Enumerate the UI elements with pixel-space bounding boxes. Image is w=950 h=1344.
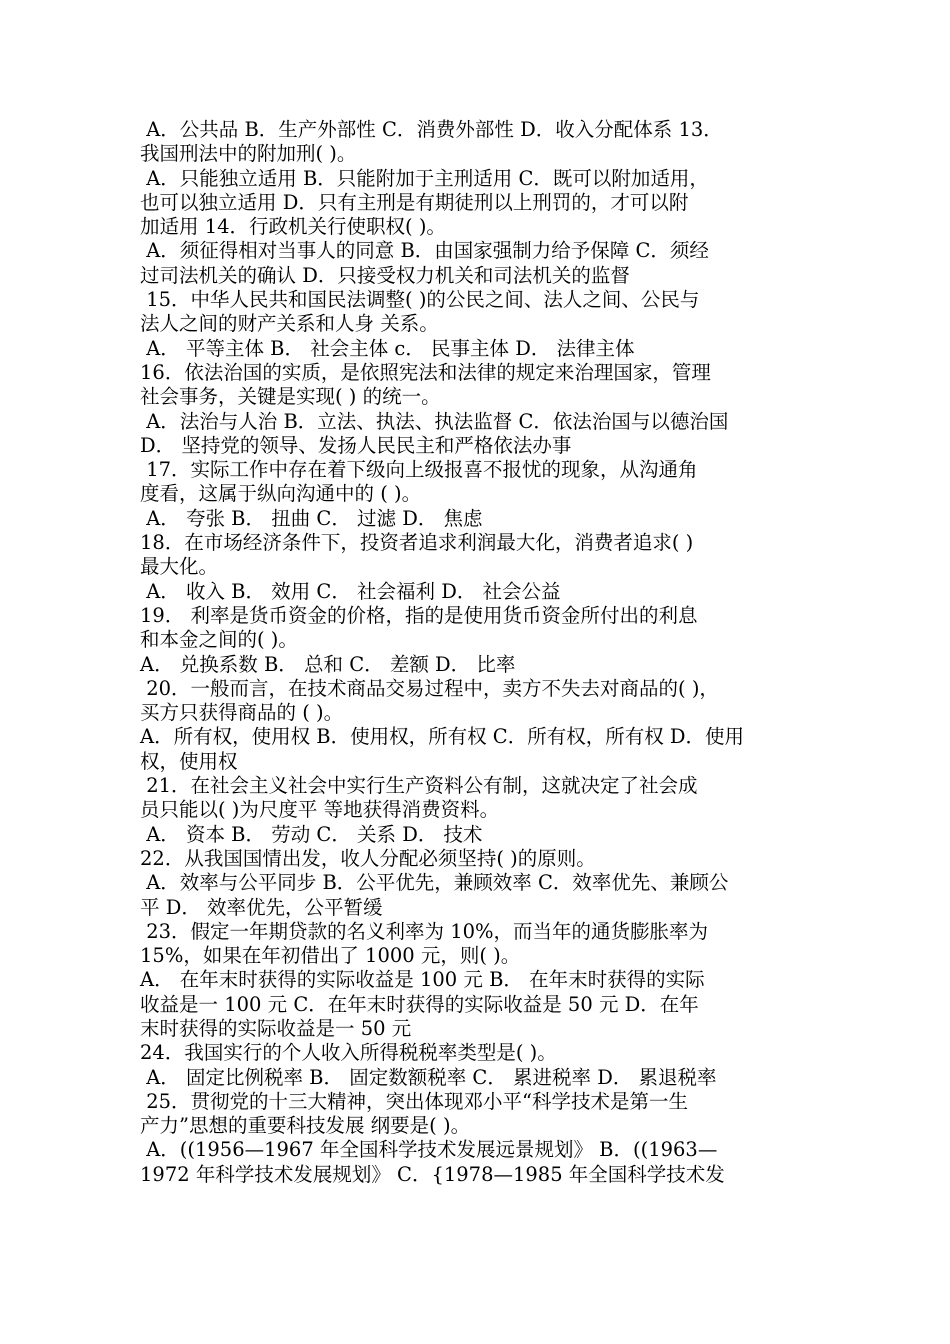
document-body — [140, 118, 820, 1187]
text-line: A． 固定比例税率 B． 固定数额税率 C． 累进税率 D． 累退税率 — [140, 1065, 717, 1089]
text-line: 平 D． 效率优先，公平暂缓 — [140, 895, 383, 919]
text-line: A． 在年末时获得的实际收益是 100 元 B． 在年末时获得的实际 — [140, 968, 705, 992]
text-line: 19． 利率是货币资金的价格，指的是使用货币资金所付出的利息 — [140, 603, 698, 627]
text-line: 产力”思想的重要科技发展 纲要是( )。 — [140, 1114, 471, 1138]
text-line: 最大化。 — [140, 555, 219, 579]
text-line: 22．从我国国情出发，收人分配必须坚持( )的原则。 — [140, 846, 596, 870]
text-line: 17．实际工作中存在着下级向上级报喜不报忧的现象，从沟通角 — [140, 458, 698, 482]
text-line: A．公共品 B．生产外部性 C．消费外部性 D．收入分配体系 13． — [140, 118, 723, 141]
text-line: A．法治与人治 B．立法、执法、执法监督 C．依法治国与以德治国 — [140, 409, 729, 433]
text-line: 15%，如果在年初借出了 1000 元，则( )。 — [140, 944, 521, 968]
text-line: 买方只获得商品的 ( )。 — [140, 701, 344, 725]
text-line: 25．贯彻党的十三大精神，突出体现邓小平“科学技术是第一生 — [140, 1089, 688, 1113]
text-line: A． 平等主体 B． 社会主体 c． 民事主体 D． 法律主体 — [140, 336, 635, 360]
text-line: 权，使用权 — [140, 749, 238, 773]
text-line: D． 坚持党的领导、发扬人民民主和严格依法办事 — [140, 433, 572, 457]
text-line: 20．一般而言，在技术商品交易过程中，卖方不失去对商品的( )， — [140, 676, 719, 700]
text-line: A． 资本 B． 劳动 C． 关系 D． 技术 — [140, 822, 483, 846]
text-line: 员只能以( )为尺度平 等地获得消费资料。 — [140, 798, 500, 822]
text-line: 1972 年科学技术发展规划》 C．{1978—1985 年全国科学技术发 — [140, 1162, 725, 1186]
text-line: 加适用 14．行政机关行使职权( )。 — [140, 215, 446, 239]
text-line: A．((1956—1967 年全国科学技术发展远景规划》 B．((1963— — [140, 1138, 718, 1162]
text-line: A． 夸张 B． 扭曲 C． 过滤 D． 焦虑 — [140, 506, 483, 530]
text-line: A．须征得相对当事人的同意 B．由国家强制力给予保障 C．须经 — [140, 239, 709, 263]
text-line: 16．依法治国的实质，是依照宪法和法律的规定来治理国家，管理 — [140, 360, 711, 384]
text-line: 末时获得的实际收益是一 50 元 — [140, 1016, 412, 1040]
text-line: A．效率与公平同步 B．公平优先，兼顾效率 C．效率优先、兼顾公 — [140, 871, 729, 895]
text-line: 15．中华人民共和国民法调整( )的公民之间、法人之间、公民与 — [140, 288, 700, 312]
text-line: 收益是一 100 元 C．在年末时获得的实际收益是 50 元 D．在年 — [140, 992, 699, 1016]
text-line: 社会事务，关键是实现( ) 的统一。 — [140, 385, 441, 409]
text-line: A．所有权，使用权 B．使用权，所有权 C．所有权，所有权 D．使用 — [140, 725, 745, 749]
text-line: 我国刑法中的附加刑( )。 — [140, 142, 357, 166]
text-line: A．只能独立适用 B．只能附加于主刑适用 C．既可以附加适用， — [140, 166, 709, 190]
text-line: 23．假定一年期贷款的名义利率为 10%，而当年的通货膨胀率为 — [140, 919, 709, 943]
text-line: A． 兑换系数 B． 总和 C． 差额 D． 比率 — [140, 652, 516, 676]
text-line: 24．我国实行的个人收入所得税税率类型是( )。 — [140, 1041, 557, 1065]
text-line: 过司法机关的确认 D．只接受权力机关和司法机关的监督 — [140, 263, 630, 287]
text-line: 18．在市场经济条件下，投资者追求利润最大化，消费者追求( ) — [140, 531, 694, 555]
text-line: 和本金之间的( )。 — [140, 628, 298, 652]
text-line: 度看，这属于纵向沟通中的 ( )。 — [140, 482, 422, 506]
text-line: 也可以独立适用 D．只有主刑是有期徒刑以上刑罚的，才可以附 — [140, 190, 689, 214]
text-line: 法人之间的财产关系和人身 关系。 — [140, 312, 439, 336]
text-line: 21．在社会主义社会中实行生产资料公有制，这就决定了社会成 — [140, 774, 698, 798]
text-line: A． 收入 B． 效用 C． 社会福利 D． 社会公益 — [140, 579, 561, 603]
